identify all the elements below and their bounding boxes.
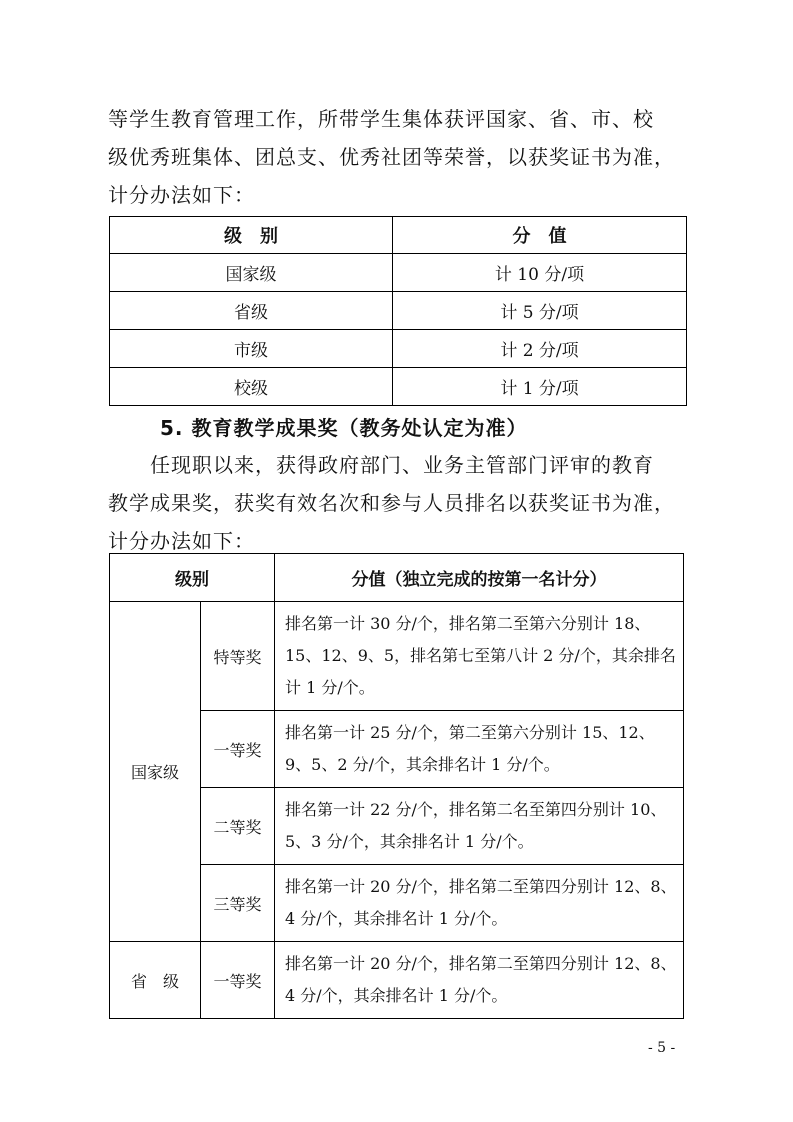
score-cell: 计 5 分/项 bbox=[393, 292, 687, 330]
intro-line-1: 等学生教育管理工作，所带学生集体获评国家、省、市、校 bbox=[108, 107, 654, 131]
section-5-line-2: 教学成果奖，获奖有效名次和参与人员排名以获奖证书为准， bbox=[108, 491, 675, 515]
level-cell: 校级 bbox=[110, 368, 393, 406]
table-row bbox=[110, 602, 684, 711]
national-level-cell: 国家级 bbox=[110, 602, 201, 942]
score-rule-cell: 排名第一计 22 分/个，排名第二名至第四分别计 10、5、3 分/个，其余排名计 1 分/个。 bbox=[275, 788, 684, 865]
score-rule-cell: 排名第一计 30 分/个，排名第二至第六分别计 18、15、12、9、5，排名第七至第八计 2 分/个，其余排名计 1 分/个。 bbox=[275, 602, 684, 711]
level-header: 级 别 bbox=[110, 217, 393, 254]
provincial-level-cell: 省 级 bbox=[110, 942, 201, 1019]
table-header-row bbox=[110, 217, 687, 254]
page-number: - 5 - bbox=[648, 1040, 676, 1056]
section-5-line-1: 任现职以来，获得政府部门、业务主管部门评审的教育 bbox=[150, 453, 654, 477]
group-honor-score-table bbox=[109, 216, 687, 406]
score-cell: 计 2 分/项 bbox=[393, 330, 687, 368]
table-row bbox=[110, 368, 687, 406]
table-row bbox=[110, 254, 687, 292]
level-cell: 市级 bbox=[110, 330, 393, 368]
score-rule-cell: 排名第一计 20 分/个，排名第二至第四分别计 12、8、4 分/个，其余排名计 1 分/个。 bbox=[275, 865, 684, 942]
section-5-line-3: 计分办法如下： bbox=[108, 529, 255, 553]
score-header: 分值（独立完成的按第一名计分） bbox=[275, 554, 684, 602]
section-5-heading: 5. 教育教学成果奖（教务处认定为准） bbox=[160, 416, 528, 440]
score-cell: 计 1 分/项 bbox=[393, 368, 687, 406]
award-cell: 特等奖 bbox=[201, 602, 275, 711]
score-cell: 计 10 分/项 bbox=[393, 254, 687, 292]
table-row bbox=[110, 330, 687, 368]
level-cell: 省级 bbox=[110, 292, 393, 330]
score-rule-cell: 排名第一计 25 分/个，第二至第六分别计 15、12、9、5、2 分/个，其余排名计 1 分/个。 bbox=[275, 711, 684, 788]
intro-line-3: 计分办法如下： bbox=[108, 183, 255, 207]
level-header: 级别 bbox=[110, 554, 275, 602]
table-row bbox=[110, 292, 687, 330]
award-cell: 一等奖 bbox=[201, 942, 275, 1019]
table-header-row bbox=[110, 554, 684, 602]
teaching-achievement-score-table bbox=[109, 553, 684, 1019]
award-cell: 三等奖 bbox=[201, 865, 275, 942]
award-cell: 二等奖 bbox=[201, 788, 275, 865]
section-5-paragraph bbox=[108, 446, 688, 560]
level-cell: 国家级 bbox=[110, 254, 393, 292]
intro-paragraph bbox=[108, 100, 688, 214]
score-header: 分 值 bbox=[393, 217, 687, 254]
award-cell: 一等奖 bbox=[201, 711, 275, 788]
intro-line-2: 级优秀班集体、团总支、优秀社团等荣誉，以获奖证书为准， bbox=[108, 145, 675, 169]
table-row bbox=[110, 942, 684, 1019]
score-rule-cell: 排名第一计 20 分/个，排名第二至第四分别计 12、8、4 分/个，其余排名计 1 分/个。 bbox=[275, 942, 684, 1019]
